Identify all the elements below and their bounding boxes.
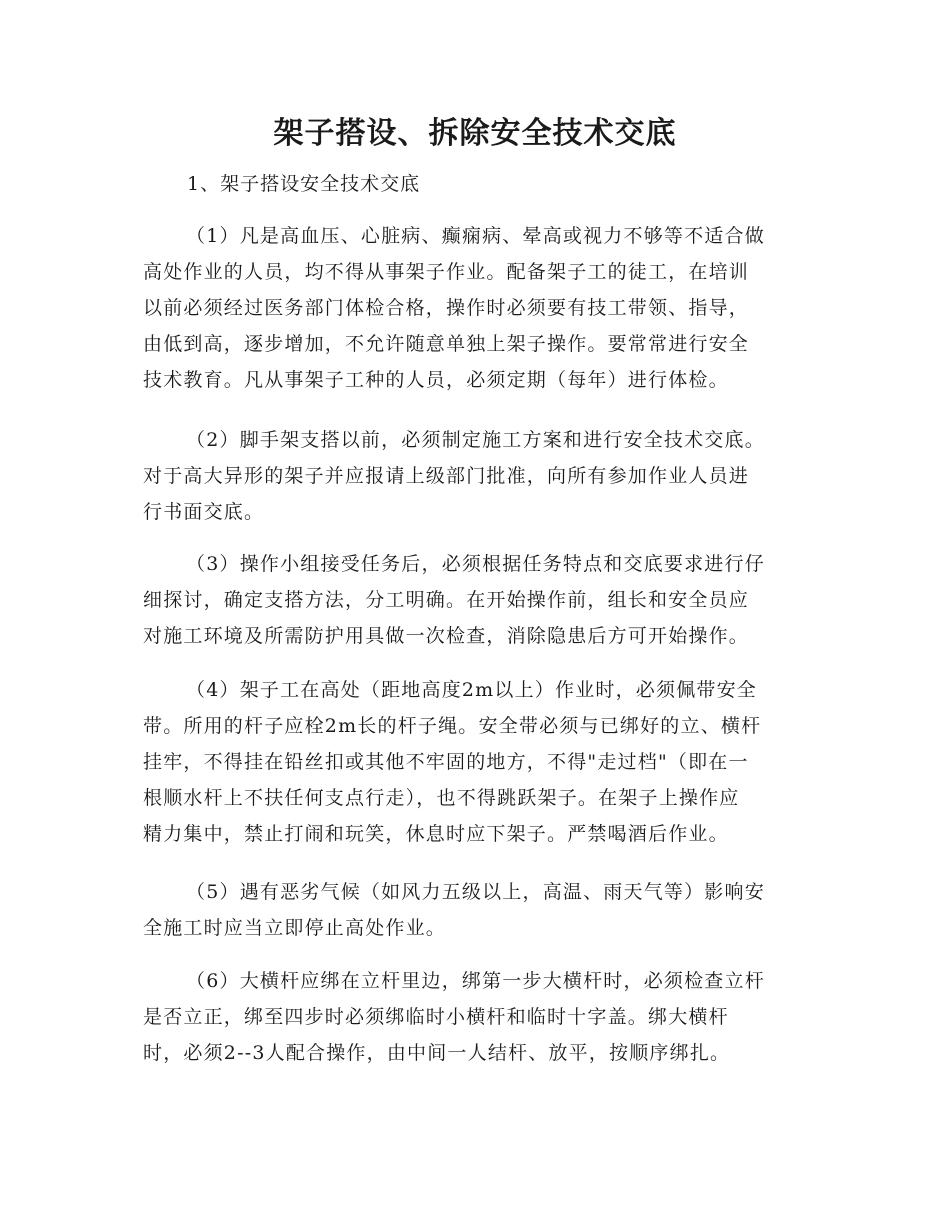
- paragraph-1: [143, 218, 807, 398]
- paragraph-6: [143, 963, 807, 1071]
- paragraph-line: （1）凡是高血压、心脏病、癫痫病、晕高或视力不够等不适合做: [186, 225, 765, 247]
- paragraph-line: 对施工环境及所需防护用具做一次检查，消除隐患后方可开始操作。: [143, 625, 750, 647]
- paragraph-line: （2）脚手架支搭以前，必须制定施工方案和进行安全技术交底。: [186, 429, 765, 451]
- paragraph-line: 由低到高，逐步增加，不允许随意单独上架子操作。要常常进行安全: [143, 333, 750, 355]
- paragraph-line: （6）大横杆应绑在立杆里边，绑第一步大横杆时，必须检查立杆: [186, 970, 765, 992]
- paragraph-4: [143, 672, 807, 852]
- paragraph-line: （5）遇有恶劣气候（如风力五级以上，高温、雨天气等）影响安: [186, 881, 765, 903]
- paragraph-line: 高处作业的人员，均不得从事架子作业。配备架子工的徒工，在培训: [143, 261, 750, 283]
- document-title: 架子搭设、拆除安全技术交底: [273, 116, 677, 151]
- paragraph-5: [143, 874, 807, 946]
- paragraph-line: 带。所用的杆子应栓2m长的杆子绳。安全带必须与已绑好的立、横杆: [143, 715, 762, 737]
- paragraph-line: 细探讨，确定支搭方法，分工明确。在开始操作前，组长和安全员应: [143, 589, 750, 611]
- paragraph-line: 挂牢，不得挂在铅丝扣或其他不牢固的地方，不得"走过档"（即在一: [143, 751, 749, 773]
- paragraph-line: （4）架子工在高处（距地高度2m以上）作业时，必须佩带安全: [186, 679, 757, 701]
- paragraph-line: 是否立正，绑至四步时必须绑临时小横杆和临时十字盖。绑大横杆: [143, 1006, 729, 1028]
- paragraph-3: [143, 546, 807, 654]
- paragraph-line: 行书面交底。: [143, 501, 265, 523]
- paragraph-line: 全施工时应当立即停止高处作业。: [143, 917, 447, 939]
- paragraph-line: 根顺水杆上不扶任何支点行走），也不得跳跃架子。在架子上操作应: [143, 787, 740, 809]
- paragraph-line: 时，必须2--3人配合操作，由中间一人结杆、放平，按顺序绑扎。: [143, 1042, 731, 1064]
- paragraph-line: （3）操作小组接受任务后，必须根据任务特点和交底要求进行仔: [186, 553, 765, 575]
- section-heading: 1、架子搭设安全技术交底: [187, 173, 421, 195]
- paragraph-line: 以前必须经过医务部门体检合格，操作时必须要有技工带领、指导，: [143, 297, 750, 319]
- paragraph-line: 精力集中，禁止打闹和玩笑，休息时应下架子。严禁喝酒后作业。: [143, 823, 729, 845]
- paragraph-line: 技术教育。凡从事架子工种的人员，必须定期（每年）进行体检。: [143, 369, 729, 391]
- paragraph-2: [143, 422, 807, 530]
- paragraph-line: 对于高大异形的架子并应报请上级部门批准，向所有参加作业人员进: [143, 465, 750, 487]
